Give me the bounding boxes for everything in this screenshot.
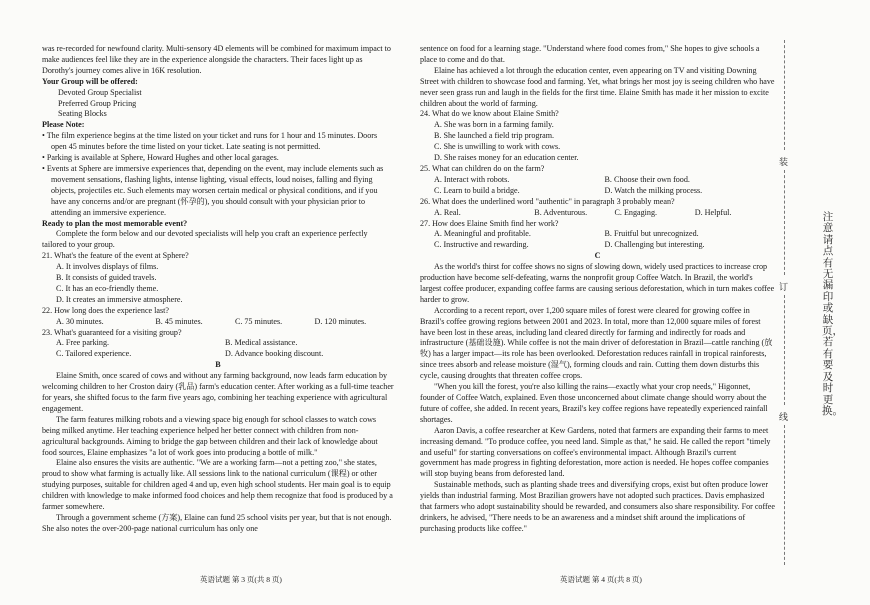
option: D. Challenging but interesting.	[604, 240, 705, 250]
note-item: • The film experience begins at the time listed on your ticket and runs for 1 hour and 15 minutes. Doors open 45 minutes before the time listed on your ticket. Late seating is not permitted.	[42, 131, 378, 152]
option: D. 120 minutes.	[314, 316, 367, 326]
option: C. Tailored experience.	[56, 349, 132, 359]
offered-item: Devoted Group Specialist	[58, 87, 142, 97]
passage-c-paragraph: "When you kill the forest, you're also killing the rains—exactly what your crop needs," Higonnet, founder of Coffee Watch, explained. Even those unconcerned about climate change should worry about the future of coffee, she added. In recent years, Brazil's key coffee regions have repeatedly experienced rainfall shortages.	[420, 382, 768, 424]
section-c-heading: C	[594, 251, 601, 261]
binding-line	[784, 295, 785, 405]
option: A. It involves displays of films.	[56, 262, 159, 272]
option: C. Engaging.	[614, 207, 658, 217]
options-row	[420, 186, 775, 197]
option: C. 75 minutes.	[234, 316, 283, 326]
option: D. Advance booking discount.	[225, 349, 324, 359]
question-22: 22. How long does the experience last?	[42, 305, 169, 315]
page-footer-right: 英语试题 第 4 页(共 8 页)	[560, 575, 642, 584]
option: A. Meaningful and profitable.	[434, 229, 531, 239]
question-24: 24. What do we know about Elaine Smith?	[420, 109, 559, 119]
passage-c-paragraph: According to a recent report, over 1,200 square miles of forest were cleared for growing coffee in Brazil's coffee growing regions between 2001 and 2023. In total, more than 12,000 square miles of forest have been lost in these areas, including land cleared directly for farming and indirectly for roads and infrastructure (基础设施). While coffee is not the main driver of deforestation in Brazil—cattle ranching (放牧) has a larger impact—its role has been overlooked. Deforestation reduces rainfall in tropical rainforests, since trees absorb and release moisture (湿气), forming clouds and rain. Cutting them down disturbs this cycle, causing droughts that threaten coffee crops.	[420, 305, 773, 381]
passage-c-paragraph: Aaron Davis, a coffee researcher at Kew Gardens, noted that farmers are expanding their farms to meet increasing demand. "To produce coffee, you need land. Simple as that," he said. He called the report "timely and useful" for starting conversations on coffee's environmental impact. Although Brazil's current government has made progress in fighting deforestation, more action is needed. He hopes coffee companies will stop buying beans from deforested land.	[420, 425, 771, 479]
binding-line	[784, 40, 785, 150]
question-26: 26. What does the underlined word "authentic" in paragraph 3 probably mean?	[420, 196, 675, 206]
ready-text: Complete the form below and our devoted specialists will help you craft an experience perfectly tailored to your group.	[42, 229, 368, 250]
option: B. Choose their own food.	[604, 174, 690, 184]
option: B. It consists of guided travels.	[56, 273, 157, 283]
passage-c-paragraph: As the world's thirst for coffee shows no signs of slowing down, widely used practices to increase crop production have become self-defeating, warns the nonprofit group Coffee Watch. In Brazil, the world's largest coffee producer, expanding coffee farms are causing serious deforestation, which in turn makes coffee harder to grow.	[420, 262, 775, 304]
option: C. She is unwilling to work with cows.	[434, 142, 561, 152]
offered-item: Preferred Group Pricing	[58, 98, 137, 108]
option: C. It has an eco-friendly theme.	[56, 283, 159, 293]
option: B. Adventurous.	[534, 207, 588, 217]
question-23: 23. What's guaranteed for a visiting group?	[42, 327, 182, 337]
question-25: 25. What can children do on the farm?	[420, 163, 545, 173]
passage-b-continued: sentence on food for a learning stage. "Understand where food comes from," She hopes to give schools a place to come and do that.	[420, 44, 760, 64]
passage-b-paragraph: The farm features milking robots and a viewing space big enough for school classes to watch cows being milked anytime. Her teaching experience helped her better connect with children from non-agricultural backgrounds. Aiming to bridge the gap between children and their lack of knowledge about food sources, Elaine emphasizes "a lot of work goes into producing a bottle of milk."	[42, 414, 378, 457]
options-row	[420, 229, 775, 240]
question-27: 27. How does Elaine Smith find her work?	[420, 218, 559, 228]
option: D. She raises money for an education center.	[434, 153, 579, 163]
binding-line	[784, 170, 785, 275]
left-column	[42, 44, 394, 535]
note-item: • Parking is available at Sphere, Howard Hughes and other local garages.	[42, 153, 279, 163]
option: A. She was born in a farming family.	[434, 120, 554, 130]
option: A. Interact with robots.	[434, 174, 510, 184]
options-row	[420, 175, 775, 186]
passage-b-paragraph: Elaine Smith, once scared of cows and without any farming background, now leads farm education by welcoming children to her Croston dairy (乳品) farm's education center. After working as a full-time teacher for years, she shifted focus to the farm five years ago, combining her teaching experience with agricultural engagement.	[42, 371, 394, 413]
intro-paragraph: was re-recorded for newfound clarity. Multi-sensory 4D elements will be combined for maximum impact to make audiences feel like they are in the experience alongside the characters. Their faces light up as Dorothy's journey comes alive in 16K resolution.	[42, 44, 391, 75]
option: D. Helpful.	[694, 207, 732, 217]
binding-line	[784, 425, 785, 565]
options-row	[420, 240, 775, 251]
option: B. Fruitful but unrecognized.	[604, 229, 699, 239]
passage-c-paragraph: Sustainable methods, such as planting shade trees and diversifying crops, exist but often produce lower yields than industrial farming. Most Brazilian growers have not adopted such practices. Davis emphasized that farmers who adopt sustainability should be rewarded, and consumers also share responsibility. For coffee drinkers, he advised, "There needs to be an awareness and a mindset shift around the implications of purchasing products like coffee."	[420, 480, 775, 533]
margin-notice: 注意请点有无漏印或缺页，若有要及时更换。	[822, 211, 843, 417]
option: B. 45 minutes.	[155, 316, 203, 326]
offered-item: Seating Blocks	[58, 109, 107, 119]
passage-b-paragraph: Elaine also ensures the visits are authentic. "We are a working farm—not a petting zoo," she states, proud to show what farming is actually like. All sessions link to the national curriculum (课程) or other studying purposes, suitable for children aged 4 and up, even high school students. Her main goal is to equip children with knowledge to make informed food choices and help them recognize that food is produced by a farmer somewhere.	[42, 458, 393, 512]
option: C. Learn to build a bridge.	[434, 185, 520, 195]
option: D. Watch the milking process.	[604, 185, 703, 195]
offered-heading: Your Group will be offered:	[42, 76, 138, 86]
options-row	[42, 349, 394, 360]
right-column	[420, 44, 775, 535]
question-21: 21. What's the feature of the event at Sphere?	[42, 251, 189, 261]
option: B. Medical assistance.	[225, 338, 298, 348]
binding-mark-ding: 订	[779, 283, 789, 293]
options-row	[42, 338, 394, 349]
note-item: • Events at Sphere are immersive experiences that, depending on the event, may include elements such as movement sensations, flashing lights, intense lighting, visual effects, loud noises, falling and flying objects, projectiles etc. Such elements may worsen certain medical or physical conditions, and if you have any concerns and/or are pregnant (怀孕的), you should consult with your physician prior to attending an immersive experience.	[42, 163, 384, 217]
ready-heading: Ready to plan the most memorable event?	[42, 218, 188, 228]
binding-mark-zhuang: 装	[779, 158, 789, 168]
option: C. Instructive and rewarding.	[434, 240, 529, 250]
options-row	[42, 317, 394, 328]
note-heading: Please Note:	[42, 120, 85, 130]
passage-b-paragraph: Through a government scheme (方案), Elaine can fund 25 school visits per year, but that is not enough. She also notes the over-200-page national curriculum has only one	[42, 512, 392, 533]
option: A. Free parking.	[56, 338, 110, 348]
option: A. Real.	[434, 207, 461, 217]
passage-b-paragraph: Elaine has achieved a lot through the education center, even appearing on TV and visiting Downing Street with children to showcase food and farming. Yet, what brings her most joy is seeing children who have never seen grass run and laugh in the fields for the first time. Elaine Smith has made it her mission to excite children about the world of farming.	[420, 65, 775, 108]
section-b-heading: B	[215, 360, 221, 370]
options-row	[420, 208, 775, 219]
binding-mark-xian: 线	[779, 413, 789, 423]
option: A. 30 minutes.	[56, 316, 104, 326]
option: B. She launched a field trip program.	[434, 131, 555, 141]
option: D. It creates an immersive atmosphere.	[56, 294, 183, 304]
page-footer-left: 英语试题 第 3 页(共 8 页)	[200, 575, 282, 584]
